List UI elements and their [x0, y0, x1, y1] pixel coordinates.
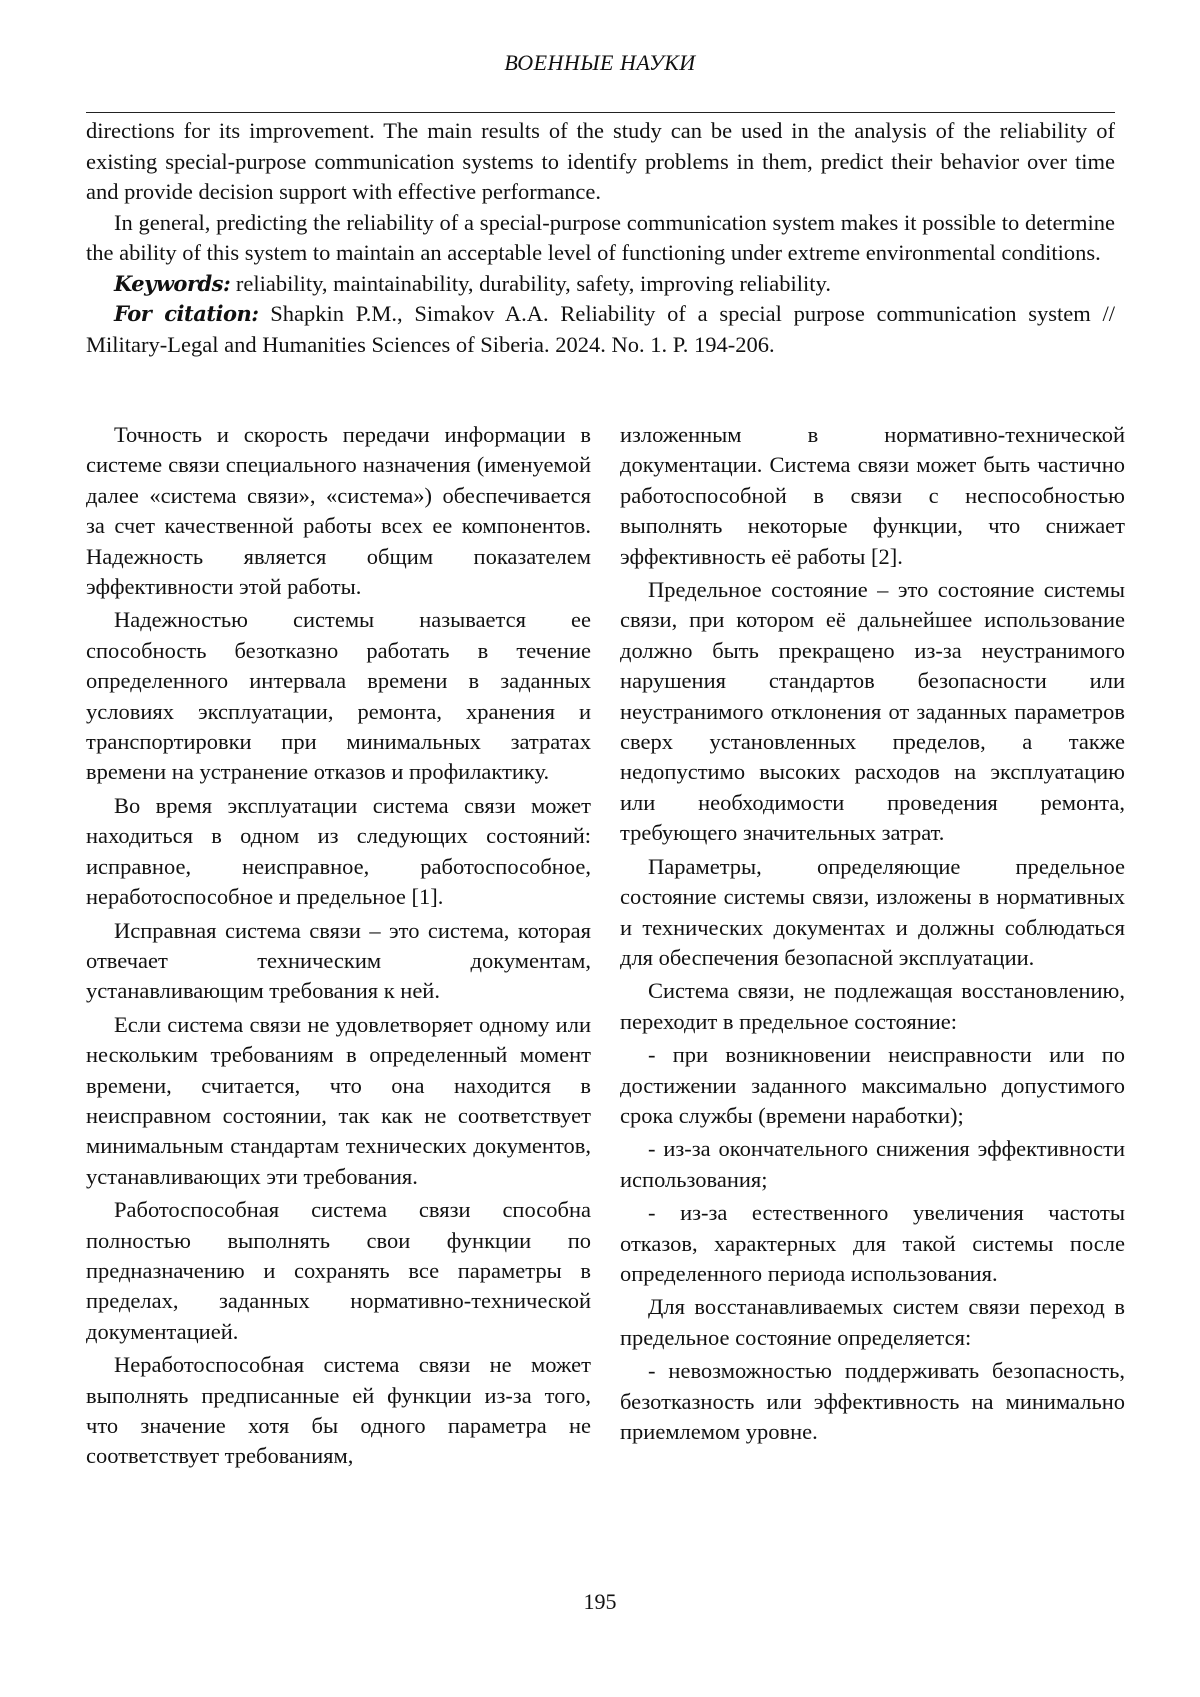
body-paragraph: Параметры, определяющие предельное состояние системы связи, изложены в нормативных и технических документах и должны соблюдаться для обеспечения безопасной эксплуатации.	[620, 853, 1125, 970]
list-item: - из-за окончательного снижения эффективности использования;	[620, 1136, 1125, 1192]
english-abstract	[86, 116, 1115, 360]
body-paragraph: Система связи, не подлежащая восстановлению, переходит в предельное состояние:	[620, 978, 1125, 1034]
body-paragraph: Во время эксплуатации система связи может находиться в одном из следующих состояний: исправное, неисправное, работоспособное, неработоспособное и предельное [1].	[86, 792, 591, 910]
body-paragraph: Точность и скорость передачи информации в системе связи специального назначения (именуемой далее «система связи», «система») обеспечивается за счет качественной работы всех ее компонентов. Надежность является общим показателем эффективности этой работы.	[86, 422, 591, 600]
left-column	[86, 420, 591, 1475]
list-item: - при возникновении неисправности или по достижении заданного максимально допустимого срока службы (времени наработки);	[620, 1042, 1125, 1128]
body-paragraph: Исправная система связи – это система, которая отвечает техническим документам, устанавливающим требования к ней.	[86, 917, 591, 1004]
list-item: - невозможностью поддерживать безопасность, безотказность или эффективность на минимально приемлемом уровне.	[620, 1358, 1125, 1444]
citation-line	[86, 299, 1115, 360]
page-number: 195	[583, 1589, 617, 1614]
right-column	[620, 420, 1125, 1450]
body-paragraph: Неработоспособная система связи не может выполнять предписанные ей функции из-за того, что значение хотя бы одного параметра не соответствует требованиям,	[86, 1352, 591, 1469]
body-paragraph: Для восстанавливаемых систем связи переход в предельное состояние определяется:	[620, 1294, 1125, 1350]
keywords-line	[86, 269, 1115, 300]
body-paragraph: Надежностью системы называется ее способность безотказно работать в течение определенного интервала времени в заданных условиях эксплуатации, ремонта, хранения и транспортировки при минимальных затратах времени на устранение отказов и профилактику.	[86, 607, 591, 785]
running-header: ВОЕННЫЕ НАУКИ	[504, 50, 696, 75]
body-paragraph: Работоспособная система связи способна полностью выполнять свои функции по предназначению и сохранять все параметры в пределах, заданных нормативно-технической документацией.	[86, 1197, 591, 1344]
abstract-paragraph: In general, predicting the reliability of a special-purpose communication system makes it possible to determine the ability of this system to maintain an acceptable level of functioning under extreme environmental conditions.	[86, 209, 1115, 265]
keywords-text: reliability, maintainability, durability, safety, improving reliability.	[230, 270, 831, 296]
citation-label: For citation:	[114, 301, 259, 326]
citation-text: Shapkin P.M., Simakov A.A. Reliability of a special purpose communication system // Military-Legal and Humanities Sciences of Siberia. 2024. No. 1. P. 194-206.	[86, 301, 1115, 357]
abstract-paragraph: directions for its improvement. The main results of the study can be used in the analysis of the reliability of existing special-purpose communication systems to identify problems in them, predict their behavior over time and provide decision support with effective performance.	[86, 118, 1115, 204]
body-paragraph: Если система связи не удовлетворяет одному или нескольким требованиям в определенный момент времени, считается, что она находится в неисправном состоянии, так как не соответствует минимальным стандартам технических документов, устанавливающих эти требования.	[86, 1011, 591, 1189]
body-paragraph-continuation: изложенным в нормативно-технической документации. Система связи может быть частично работоспособной в связи с неспособностью выполнять некоторые функции, что снижает эффективность её работы [2].	[620, 422, 1125, 569]
header-rule	[86, 112, 1115, 113]
keywords-label: Keywords:	[114, 270, 231, 296]
body-paragraph: Предельное состояние – это состояние системы связи, при котором её дальнейшее использование должно быть прекращено из-за неустранимого нарушения стандартов безопасности или неустранимого отклонения от заданных параметров сверх установленных пределов, а также недопустимо высоких расходов на эксплуатацию или необходимости проведения ремонта, требующего значительных затрат.	[620, 577, 1125, 846]
list-item: - из-за естественного увеличения частоты отказов, характерных для такой системы после определенного периода использования.	[620, 1200, 1125, 1286]
